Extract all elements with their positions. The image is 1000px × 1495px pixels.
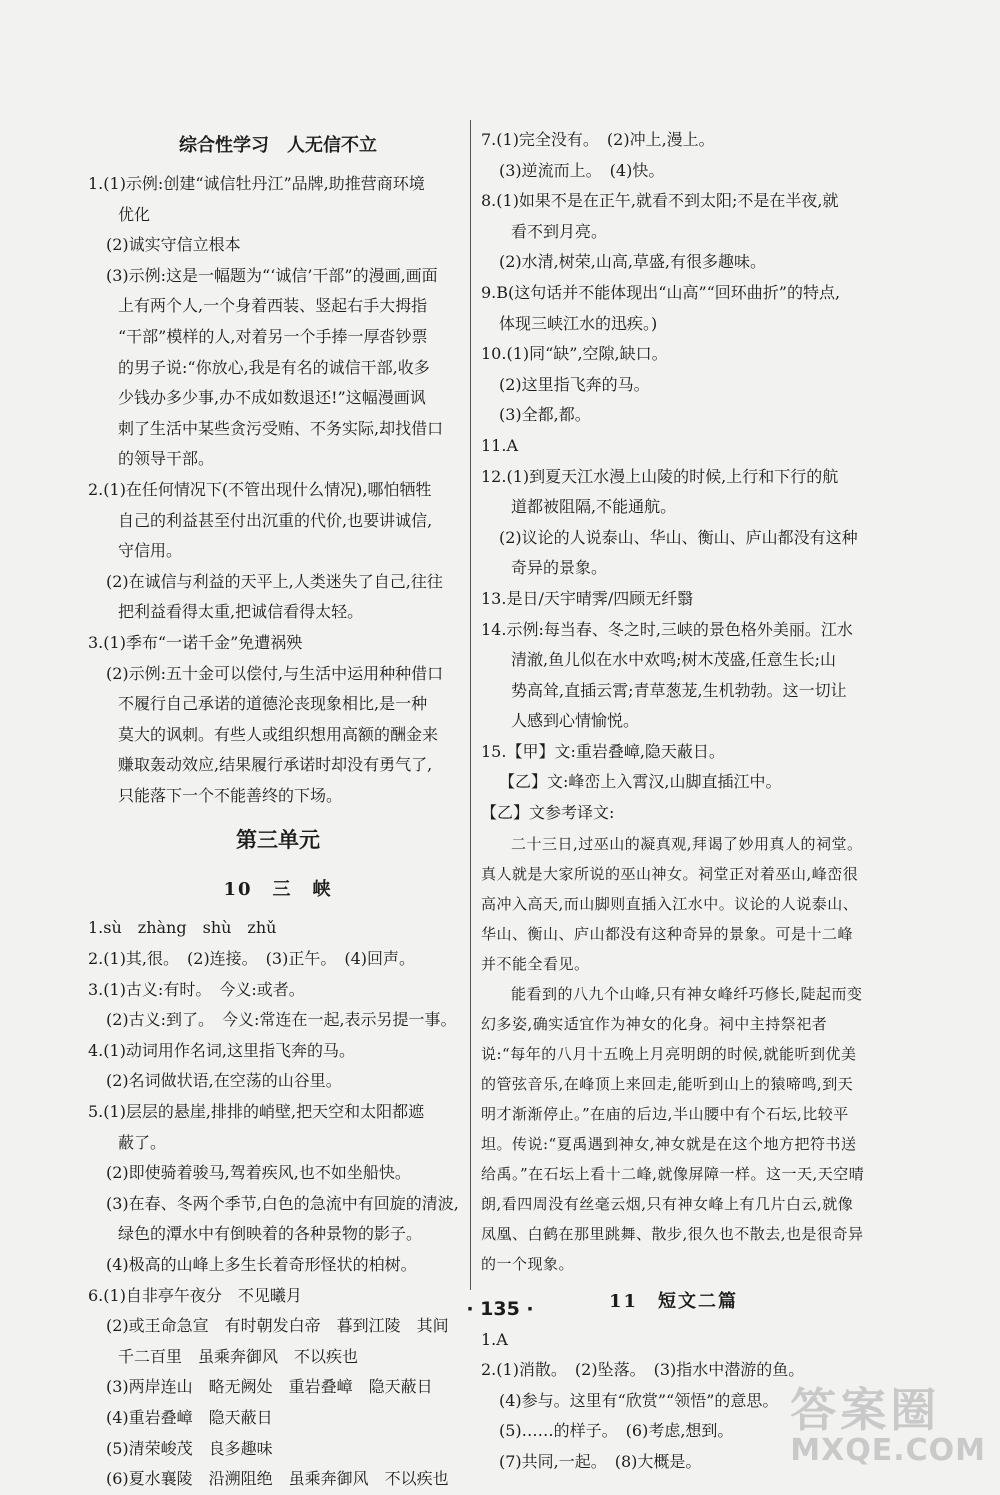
answer-line: (3)示例:这是一幅题为“‘诚信’干部”的漫画,画面	[106, 265, 438, 285]
answer-line: 人感到心情愉悦。	[511, 711, 640, 731]
answer-line: 守信用。	[118, 541, 183, 561]
reference-translation	[481, 829, 866, 1279]
answer-line: (2)示例:五十金可以偿付,与生活中运用种种借口	[106, 663, 444, 683]
answer-line: 11.A	[481, 435, 518, 455]
left-answer-list	[88, 169, 468, 811]
answer-line: 15.【甲】文:重岩叠嶂,隐天蔽日。	[481, 741, 725, 761]
answer-line: 莫大的讽刺。有些人或组织想用高额的酬金来	[118, 724, 439, 744]
answer-line: (2)这里指飞奔的马。	[499, 374, 650, 394]
answer-line: (3)两岸连山 略无阙处 重岩叠嶂 隐天蔽日	[106, 1377, 433, 1397]
answer-line: 绿色的潭水中有倒映着的各种景物的影子。	[118, 1224, 423, 1244]
answer-line: 清澈,鱼儿似在水中欢鸣;树木茂盛,任意生长;山	[511, 650, 836, 670]
answer-line: 少钱办多少事,办不成如数退还!”这幅漫画讽	[118, 388, 426, 408]
answer-line: (4)参与。这里有“欣赏”“领悟”的意思。	[499, 1390, 779, 1410]
answer-line: (2)在诚信与利益的天平上,人类迷失了自己,往往	[106, 571, 443, 591]
answer-line: 看不到月亮。	[511, 221, 608, 241]
left-column	[88, 125, 468, 1495]
lesson-title-2: 11 短文二篇	[608, 1290, 739, 1312]
answer-line: 千二百里 虽乘奔御风 不以疾也	[118, 1346, 359, 1366]
answer-line: 奇异的景象。	[511, 558, 608, 578]
answer-line: (2)诚实守信立根本	[106, 235, 241, 255]
unit-title: 第三单元	[236, 827, 320, 853]
answer-line: “干部”模样的人,对着另一个手捧一厚沓钞票	[118, 326, 428, 346]
right-column	[481, 125, 866, 1478]
answer-line: (5)清荣峻茂 良多趣味	[106, 1438, 273, 1458]
answer-line: 只能落下一个不能善终的下场。	[118, 785, 343, 805]
answer-line: (6)夏水襄陵 沿溯阻绝 虽乘奔御风 不以疾也	[106, 1469, 449, 1489]
answer-line: (3)全都,都。	[499, 405, 591, 425]
lesson-title: 10 三 峡	[223, 879, 333, 901]
answer-line: (2)名词做状语,在空荡的山谷里。	[106, 1071, 342, 1091]
answer-line: (2)古义:到了。 今义:常连在一起,表示另提一事。	[106, 1010, 457, 1030]
answer-line: 蔽了。	[118, 1132, 167, 1152]
answer-line: 优化	[118, 204, 151, 224]
answer-line: (2)即使骑着骏马,驾着疾风,也不如坐船快。	[106, 1163, 411, 1183]
column-divider	[470, 120, 471, 1290]
answer-line: 【乙】文参考译文:	[481, 803, 615, 823]
answer-line: (4)重岩叠嶂 隐天蔽日	[106, 1407, 273, 1427]
right-answer-list	[481, 125, 866, 829]
answer-line: 的领导干部。	[118, 449, 215, 469]
answer-line: 3.(1)季布“一诺千金”免遭祸殃	[88, 632, 303, 652]
translation-paragraph: 二十三日,过巫山的凝真观,拜谒了妙用真人的祠堂。真人就是大家所说的巫山神女。祠堂正对着巫山,峰峦很高冲入高天,而山脚则直插入江水中。议论的人说泰山、华山、衡山、庐山都没有这种奇异的景象。可是十二峰并不能全看见。	[481, 834, 863, 973]
answer-line: 的男子说:“你放心,我是有名的诚信干部,收多	[118, 357, 430, 377]
answer-line: (3)逆流而上。 (4)快。	[499, 160, 665, 180]
answer-line: 5.(1)层层的悬崖,排排的峭壁,把天空和太阳都遮	[88, 1102, 425, 1122]
answer-line: (3)在春、冬两个季节,白色的急流中有回旋的清波,	[106, 1193, 459, 1213]
watermark	[790, 1385, 986, 1467]
answer-line: 8.(1)如果不是在正午,就看不到太阳;不是在半夜,就	[481, 191, 839, 211]
answer-line: 13.是日/天宇晴霁/四顾无纤翳	[481, 588, 694, 608]
answer-line: 1.(1)示例:创建“诚信牡丹江”品牌,助推营商环境	[88, 174, 425, 193]
answer-line: 14.示例:每当春、冬之时,三峡的景色格外美丽。江水	[481, 619, 853, 639]
watermark-logo: 答案圈	[790, 1383, 941, 1437]
answer-line: 【乙】文:峰峦上入霄汉,山脚直插江中。	[499, 772, 782, 792]
answer-line: 上有两个人,一个身着西装、竖起右手大拇指	[118, 296, 428, 316]
answer-line: 不履行自己承诺的道德沦丧现象相比,是一种	[118, 694, 428, 714]
section-heading: 综合性学习 人无信不立	[179, 135, 377, 156]
answer-line: 2.(1)其,很。 (2)连接。 (3)正午。 (4)回声。	[88, 949, 416, 969]
answer-line: 道都被阻隔,不能通航。	[511, 497, 677, 517]
answer-line: 2.(1)在任何情况下(不管出现什么情况),哪怕牺牲	[88, 479, 432, 499]
answer-line: 6.(1)自非亭午夜分 不见曦月	[88, 1285, 302, 1305]
answer-line: 2.(1)消散。 (2)坠落。 (3)指水中潜游的鱼。	[481, 1360, 805, 1380]
answer-line: 9.B(这句话并不能体现出“山高”“回环曲折”的特点,	[481, 282, 841, 302]
lesson-answer-list	[88, 913, 468, 1494]
answer-line: (7)共同,一起。 (8)大概是。	[499, 1452, 702, 1472]
answer-line: (2)议论的人说泰山、华山、衡山、庐山都没有这种	[499, 527, 858, 547]
answer-line: 10.(1)同“缺”,空隙,缺口。	[481, 344, 668, 364]
answer-line: 自己的利益甚至付出沉重的代价,也要讲诚信,	[118, 510, 433, 530]
answer-line: 7.(1)完全没有。 (2)冲上,漫上。	[481, 130, 715, 149]
watermark-url: MXQE.COM	[790, 1433, 986, 1468]
answer-line: 12.(1)到夏天江水漫上山陵的时候,上行和下行的航	[481, 466, 839, 486]
translation-paragraph: 能看到的八九个山峰,只有神女峰纤巧修长,陡起而变幻多姿,确实适宜作为神女的化身。祠中主持祭祀者说:“每年的八月十五晚上月亮明朗的时候,就能听到优美的管弦音乐,在峰顶上来回走,能听到山上的猿啼鸣,到天明才渐渐停止。”在庙的后边,半山腰中有个石坛,比较平坦。传说:“夏禹遇到神女,神女就是在这个地方把符书送给禹。”在石坛上看十二峰,就像屏障一样。这一天,天空晴朗,看四周没有丝毫云烟,只有神女峰上有几片白云,就像凤凰、白鹤在那里跳舞、散步,很久也不散去,也是很奇异的一个现象。	[481, 984, 865, 1273]
answer-line: 4.(1)动词用作名词,这里指飞奔的马。	[88, 1040, 356, 1060]
page-number: · 135 ·	[466, 1298, 534, 1320]
answer-line: (5)……的样子。 (6)考虑,想到。	[499, 1421, 734, 1441]
answer-line: 把利益看得太重,把诚信看得太轻。	[118, 602, 364, 622]
answer-line: 刺了生活中某些贪污受贿、不务实际,却找借口	[118, 418, 444, 438]
answer-line: 1.A	[481, 1329, 508, 1349]
answer-line: 3.(1)古义:有时。 今义:或者。	[88, 979, 305, 999]
answer-line: 势高耸,直插云霄;青草葱茏,生机勃勃。这一切让	[511, 680, 847, 700]
answer-line: (2)水清,树荣,山高,草盛,有很多趣味。	[499, 252, 767, 272]
answer-line: 赚取轰动效应,结果履行承诺时却没有勇气了,	[118, 755, 433, 775]
answer-line: (4)极高的山峰上多生长着奇形怪状的柏树。	[106, 1255, 417, 1274]
answer-line: (2)或王命急宣 有时朝发白帝 暮到江陵 其间	[106, 1316, 449, 1336]
answer-line: 1.sù zhàng shù zhǔ	[88, 918, 277, 938]
answer-line: 体现三峡江水的迅疾。)	[499, 313, 658, 333]
